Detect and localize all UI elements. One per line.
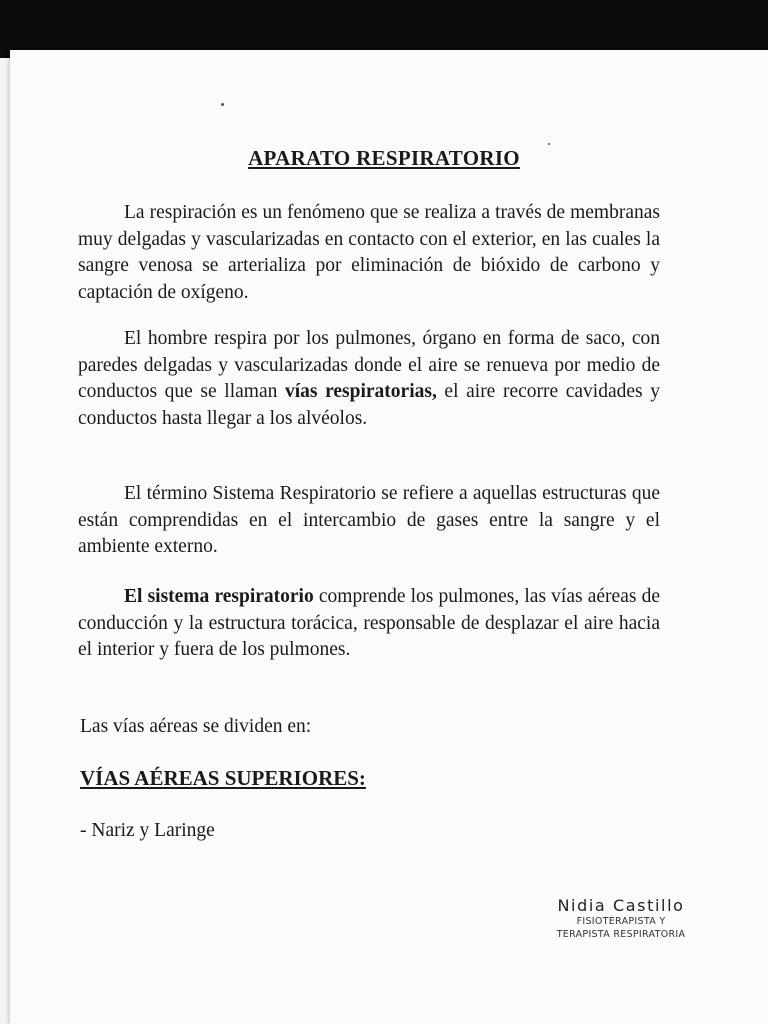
paragraph-4-bold: El sistema respiratorio (124, 586, 314, 607)
paragraph-2 (78, 326, 660, 432)
paragraph-2-bold: vías respiratorias, (284, 381, 437, 402)
scan-speck (548, 143, 550, 145)
paragraph-2-text-end: el aire recorre cavidades y conductos hasta llegar a los alvéolos. (78, 381, 660, 429)
paragraph-1: La respiración es un fenómeno que se realiza a través de membranas muy delgadas y vascularizadas en contacto con el exterior, en las cuales la sangre venosa se arterializa por eliminación de bióxido de carbono y captación de oxígeno. (78, 202, 660, 303)
signature-title-line-2: TERAPISTA RESPIRATORIA (556, 929, 686, 940)
paragraph-4 (78, 584, 660, 664)
document-title: APARATO RESPIRATORIO (248, 146, 520, 170)
scan-speck (221, 103, 224, 106)
intro-line: Las vías aéreas se dividen en: (80, 716, 312, 737)
paragraph-2-text: El hombre respira por los pulmones, órgano en forma de saco, con paredes delgadas y vascularizadas donde el aire se renueva por medio de conductos que se llaman (78, 328, 660, 402)
signature-stamp (536, 896, 706, 941)
signature-name: Nidia Castillo (557, 896, 685, 915)
signature-title-line-1: FISIOTERAPISTA Y (576, 916, 666, 927)
paragraph-4-text: comprende los pulmones, las vías aéreas de conducción y la estructura torácica, responsable de desplazar el aire hacia el interior y fuera de los pulmones. (78, 586, 660, 660)
section-heading: VÍAS AÉREAS SUPERIORES: (80, 766, 366, 790)
paragraph-3: El término Sistema Respiratorio se refiere a aquellas estructuras que están comprendidas en el intercambio de gases entre la sangre y el ambiente externo. (78, 483, 660, 557)
list-item: - Nariz y Laringe (80, 820, 215, 841)
